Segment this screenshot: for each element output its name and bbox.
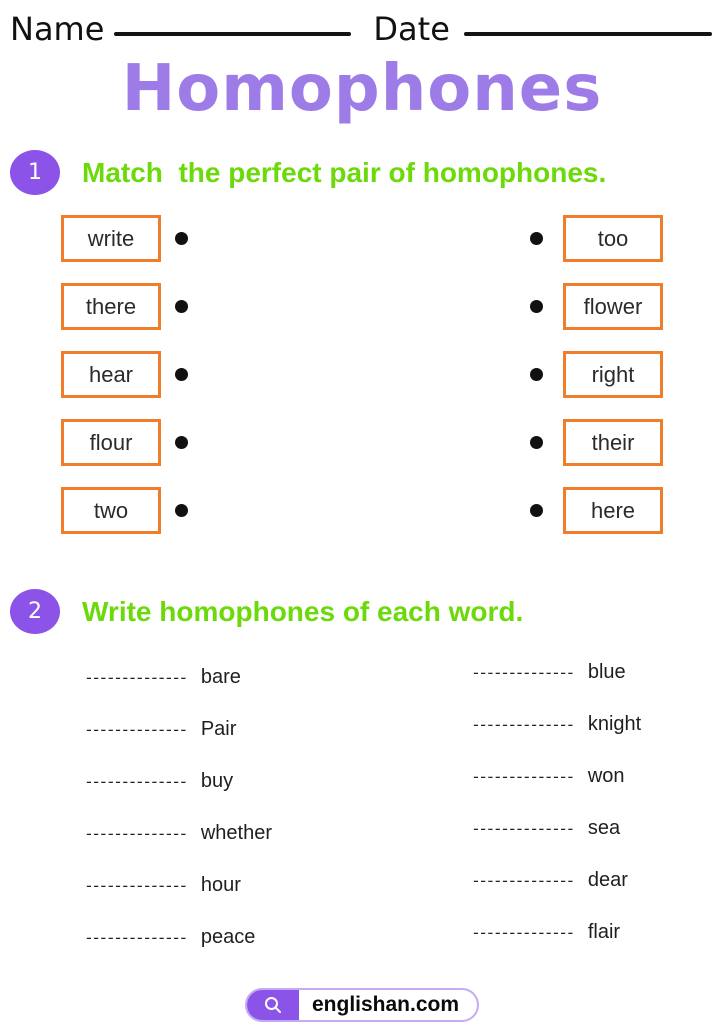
match-left-column (61, 215, 188, 534)
site-badge (245, 988, 479, 1022)
date-blank-line (464, 32, 712, 36)
fill-row (86, 703, 272, 755)
match-row (61, 215, 188, 262)
prompt-word: dear (587, 868, 628, 891)
match-row (530, 215, 663, 262)
match-dot (530, 300, 543, 313)
word-box: hear (61, 351, 161, 398)
prompt-word: flair (587, 920, 621, 943)
word-box: too (563, 215, 663, 262)
match-dot (530, 232, 543, 245)
fill-row (86, 911, 272, 963)
match-dot (175, 436, 188, 449)
prompt-word: whether (200, 821, 272, 844)
match-row (530, 487, 663, 534)
fill-row (86, 755, 272, 807)
section1-number-badge: 1 (10, 150, 60, 195)
word-box: here (563, 487, 663, 534)
answer-blank-line: -------------- (473, 818, 575, 838)
section2-heading: Write homophones of each word. (82, 595, 524, 627)
match-row (61, 419, 188, 466)
section2-header (10, 589, 523, 634)
prompt-word: hour (200, 873, 241, 896)
prompt-word: buy (200, 769, 234, 792)
fill-right-column (473, 646, 641, 958)
date-label: Date (373, 10, 450, 48)
answer-blank-line: -------------- (86, 667, 188, 687)
prompt-word: sea (587, 816, 621, 839)
match-dot (530, 436, 543, 449)
answer-blank-line: -------------- (473, 714, 575, 734)
fill-row (473, 698, 641, 750)
name-label: Name (10, 10, 105, 48)
answer-blank-line: -------------- (473, 662, 575, 682)
fill-row (86, 859, 272, 911)
header (10, 10, 712, 48)
match-dot (175, 300, 188, 313)
page-title: Homophones (121, 52, 603, 126)
fill-left-column (86, 651, 272, 963)
match-dot (530, 504, 543, 517)
search-icon (247, 990, 299, 1020)
match-row (530, 419, 663, 466)
prompt-word: blue (587, 660, 626, 683)
fill-row (473, 802, 641, 854)
prompt-word: peace (200, 925, 256, 948)
fill-row (86, 807, 272, 859)
prompt-word: won (587, 764, 625, 787)
section1-heading: Match the perfect pair of homophones. (82, 156, 607, 188)
word-box: their (563, 419, 663, 466)
match-row (61, 487, 188, 534)
word-box: two (61, 487, 161, 534)
answer-blank-line: -------------- (86, 927, 188, 947)
word-box: flour (61, 419, 161, 466)
site-name: englishan.com (311, 993, 460, 1016)
match-dot (175, 232, 188, 245)
answer-blank-line: -------------- (86, 823, 188, 843)
prompt-word: bare (200, 665, 241, 688)
word-box: write (61, 215, 161, 262)
fill-row (86, 651, 272, 703)
answer-blank-line: -------------- (473, 922, 575, 942)
answer-blank-line: -------------- (86, 771, 188, 791)
fill-row (473, 646, 641, 698)
word-box: flower (563, 283, 663, 330)
match-dot (530, 368, 543, 381)
word-box: right (563, 351, 663, 398)
answer-blank-line: -------------- (473, 766, 575, 786)
match-row (530, 351, 663, 398)
section2-number-badge: 2 (10, 589, 60, 634)
match-right-column (530, 215, 663, 534)
answer-blank-line: -------------- (86, 875, 188, 895)
match-row (61, 283, 188, 330)
fill-row (473, 906, 641, 958)
match-row (61, 351, 188, 398)
word-box: there (61, 283, 161, 330)
prompt-word: knight (587, 712, 642, 735)
name-blank-line (114, 32, 351, 36)
prompt-word: Pair (200, 717, 237, 740)
match-dot (175, 504, 188, 517)
match-dot (175, 368, 188, 381)
fill-row (473, 750, 641, 802)
section1-header (10, 150, 606, 195)
answer-blank-line: -------------- (473, 870, 575, 890)
fill-row (473, 854, 641, 906)
match-row (530, 283, 663, 330)
answer-blank-line: -------------- (86, 719, 188, 739)
